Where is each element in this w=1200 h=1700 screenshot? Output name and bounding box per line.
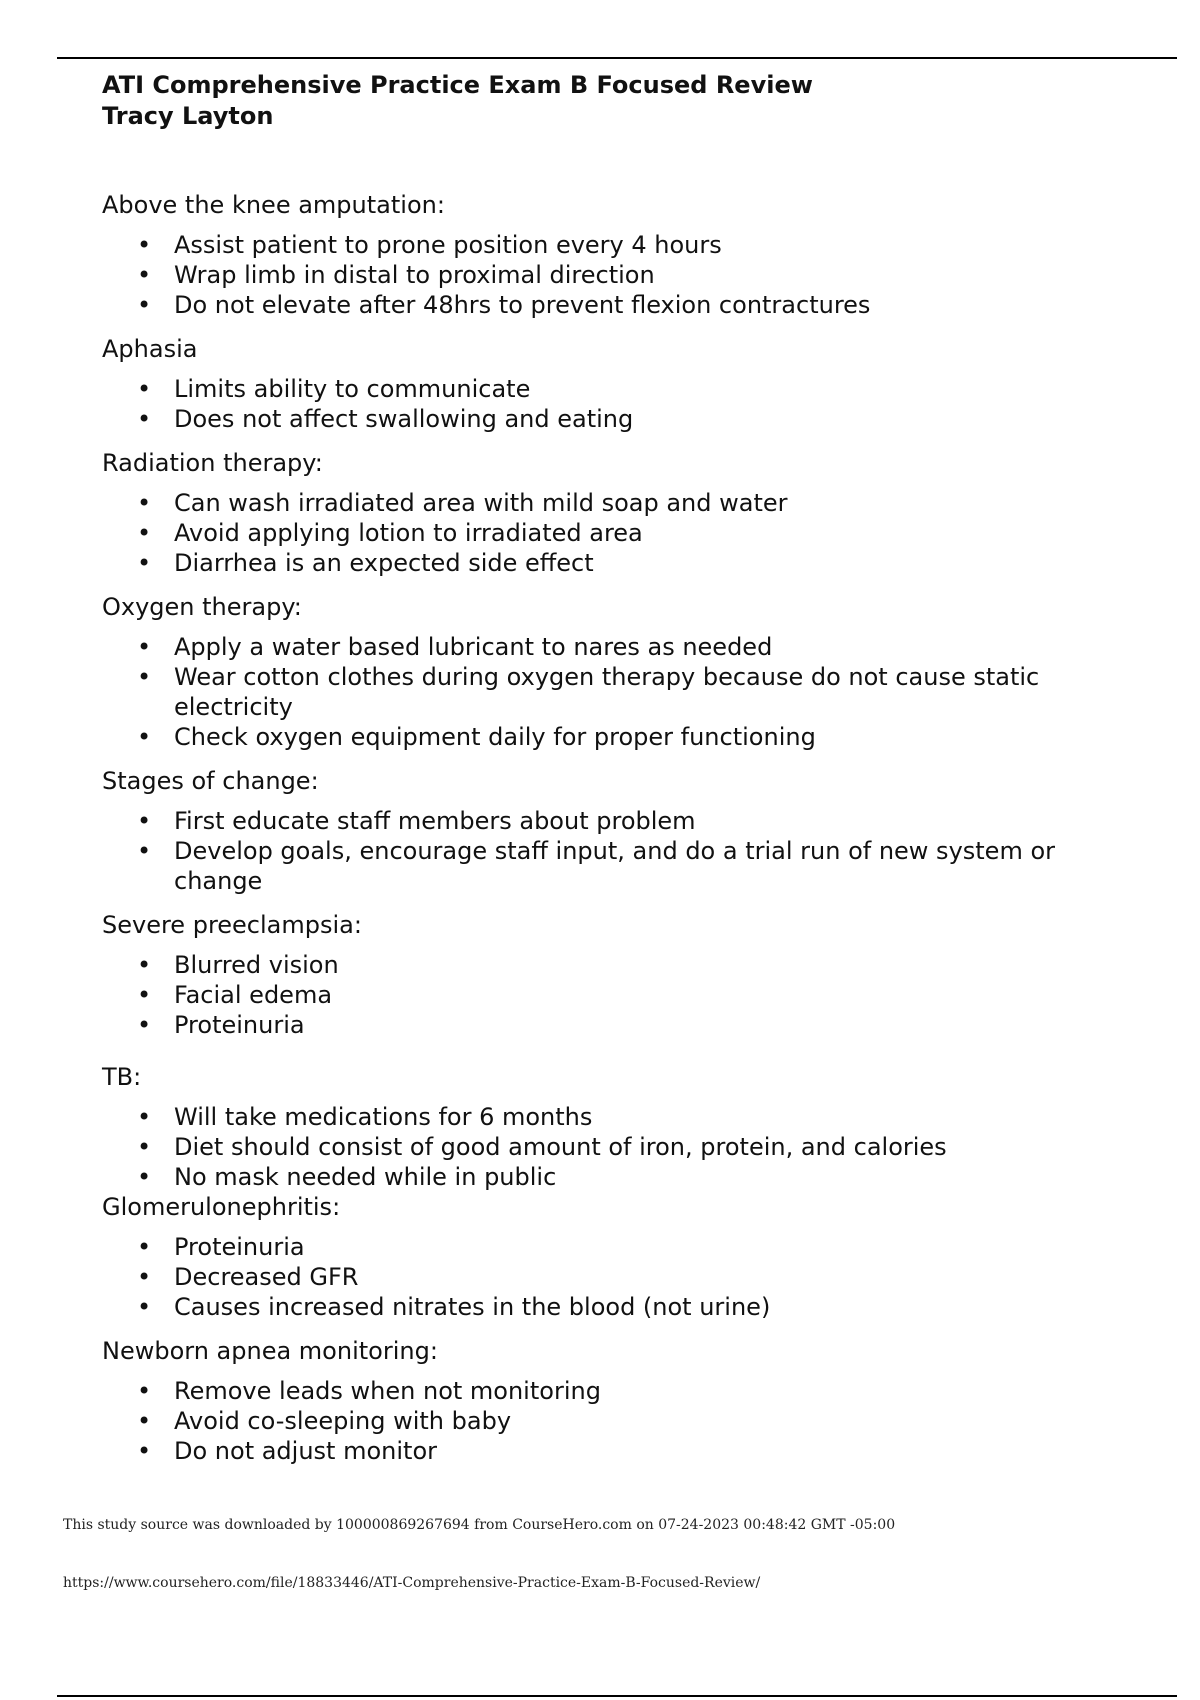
list-item: • Proteinuria <box>174 1010 1102 1040</box>
bullet-list <box>102 1232 1102 1322</box>
source-url: https://www.coursehero.com/file/18833446/ATI-Comprehensive-Practice-Exam-B-Focused-Review/ <box>63 1575 761 1591</box>
list-item: • Limits ability to communicate <box>174 374 1102 404</box>
list-item: • Check oxygen equipment daily for proper functioning <box>174 722 1102 752</box>
list-item: • Facial edema <box>174 980 1102 1010</box>
section-severe-preeclampsia <box>102 910 1102 1040</box>
list-item: • Apply a water based lubricant to nares as needed <box>174 632 1102 662</box>
section-title: Oxygen therapy: <box>102 593 302 621</box>
section-title: Severe preeclampsia: <box>102 911 362 939</box>
section-title: Above the knee amputation: <box>102 191 445 219</box>
section-stages-of-change <box>102 766 1102 896</box>
list-item: • Proteinuria <box>174 1232 1102 1262</box>
section-above-knee-amputation <box>102 190 1102 320</box>
list-item: • Causes increased nitrates in the blood (not urine) <box>174 1292 1102 1322</box>
list-item: • No mask needed while in public <box>174 1162 1102 1192</box>
bullet-list <box>102 488 1102 578</box>
list-item: • First educate staff members about problem <box>174 806 1102 836</box>
top-divider <box>57 57 1177 59</box>
section-oxygen-therapy <box>102 592 1102 752</box>
list-item: • Diarrhea is an expected side effect <box>174 548 1102 578</box>
list-item: • Wear cotton clothes during oxygen therapy because do not cause static electricity <box>174 662 1054 722</box>
list-item: • Assist patient to prone position every 4 hours <box>174 230 1102 260</box>
list-item: • Wrap limb in distal to proximal direction <box>174 260 1102 290</box>
section-newborn-apnea-monitoring <box>102 1336 1102 1466</box>
section-radiation-therapy <box>102 448 1102 578</box>
document-body <box>102 190 1102 1480</box>
section-title: Glomerulonephritis: <box>102 1193 341 1221</box>
list-item: • Remove leads when not monitoring <box>174 1376 1102 1406</box>
list-item: • Can wash irradiated area with mild soap and water <box>174 488 1102 518</box>
list-item: • Do not elevate after 48hrs to prevent flexion contractures <box>174 290 1102 320</box>
download-source-note: This study source was downloaded by 100000869267694 from CourseHero.com on 07-24-2023 00:48:42 GMT -05:00 <box>63 1517 896 1533</box>
section-title: Aphasia <box>102 335 198 363</box>
document-title: ATI Comprehensive Practice Exam B Focused Review <box>102 71 813 99</box>
list-item: • Avoid co-sleeping with baby <box>174 1406 1102 1436</box>
section-glomerulonephritis <box>102 1192 1102 1322</box>
section-title: Stages of change: <box>102 767 319 795</box>
document-author: Tracy Layton <box>102 102 274 130</box>
bullet-list <box>102 632 1102 752</box>
section-title: TB: <box>102 1063 142 1091</box>
list-item: • Will take medications for 6 months <box>174 1102 1102 1132</box>
section-title: Radiation therapy: <box>102 449 323 477</box>
bullet-list <box>102 806 1102 896</box>
bullet-list <box>102 1102 1102 1192</box>
section-aphasia <box>102 334 1102 434</box>
bottom-divider <box>57 1695 1177 1697</box>
list-item: • Develop goals, encourage staff input, and do a trial run of new system or change <box>174 836 1074 896</box>
list-item: • Avoid applying lotion to irradiated area <box>174 518 1102 548</box>
list-item: • Do not adjust monitor <box>174 1436 1102 1466</box>
bullet-list <box>102 950 1102 1040</box>
bullet-list <box>102 230 1102 320</box>
document-header <box>102 70 813 132</box>
list-item: • Does not affect swallowing and eating <box>174 404 1102 434</box>
list-item: • Diet should consist of good amount of iron, protein, and calories <box>174 1132 1102 1162</box>
bullet-list <box>102 374 1102 434</box>
list-item: • Decreased GFR <box>174 1262 1102 1292</box>
bullet-list <box>102 1376 1102 1466</box>
section-tb <box>102 1062 1102 1192</box>
section-title: Newborn apnea monitoring: <box>102 1337 438 1365</box>
list-item: • Blurred vision <box>174 950 1102 980</box>
